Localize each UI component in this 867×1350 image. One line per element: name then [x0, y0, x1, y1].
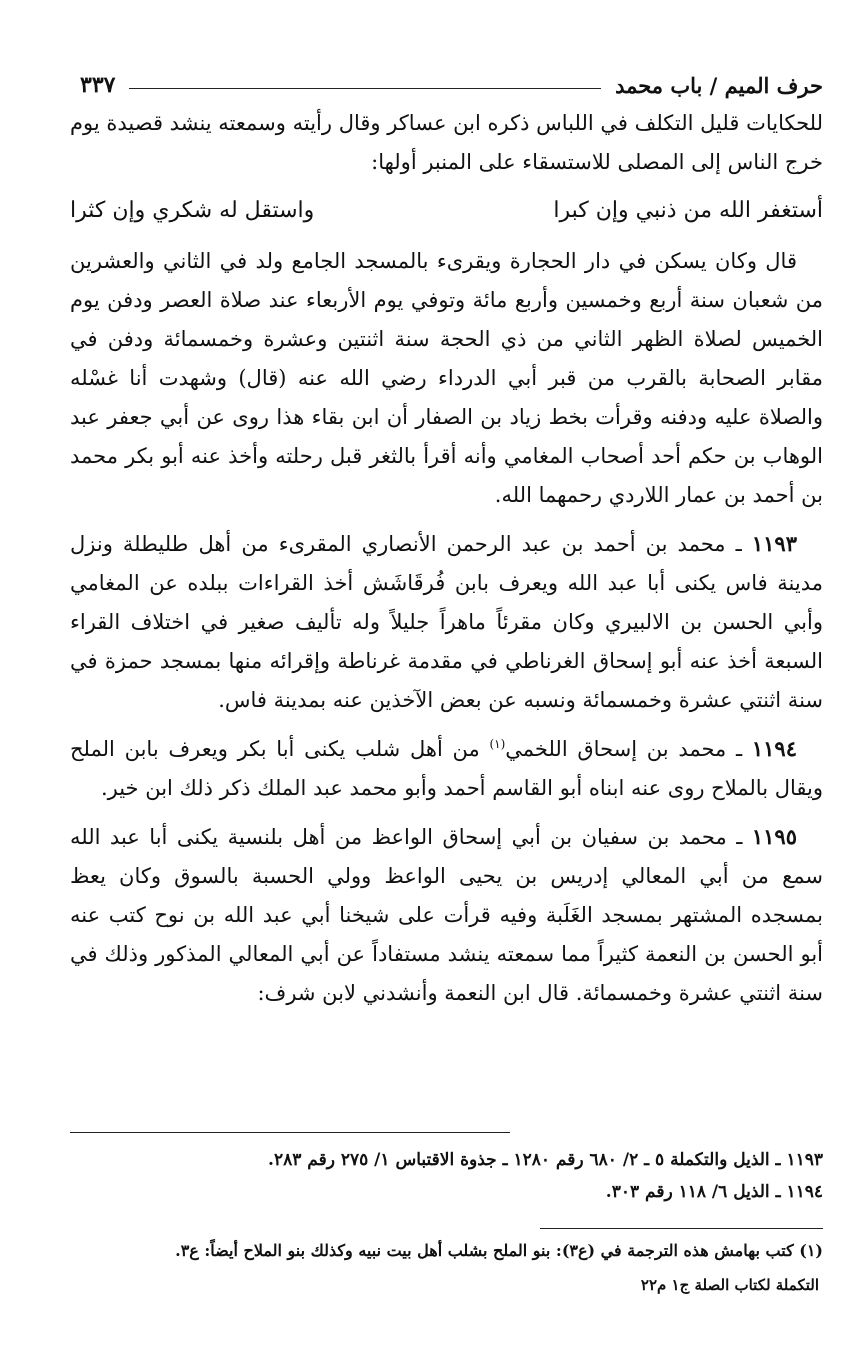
- footnote-divider: [540, 1228, 823, 1229]
- running-header: [80, 58, 823, 98]
- page-number: ٣٣٧: [80, 72, 116, 98]
- biography-entry-1194: [70, 729, 823, 808]
- reference-line: ١١٩٤ ـ الذيل ٦/ ١١٨ رقم ٣٠٣.: [605, 1182, 823, 1202]
- poem-verse: [70, 191, 823, 230]
- entry-number: ١١٩٤: [751, 736, 797, 761]
- references-divider: [70, 1132, 510, 1133]
- entry-text-continued: من أهل شلب يكنى أبا بكر ويعرف بابن الملح ويقال بالملاح روى عنه ابناه أبو القاسم أحمد وأبو محمد عبد الملك ذكر ذلك ابن خير.: [70, 737, 823, 800]
- paragraph-continuation: للحكايات قليل التكلف في اللباس ذكره ابن عساكر وقال رأيته وسمعته ينشد قصيدة يوم خرج الناس إلى المصلى للاستسقاء على المنبر أولها:: [70, 111, 823, 174]
- entry-text: ـ محمد بن سفيان بن أبي إسحاق الواعظ من أهل بلنسية يكنى أبا عبد الله سمع من أبي المعالي إدريس بن يحيى الواعظ وولي الحسبة بالسوق وكان يعظ بمسجده المشتهر بمسجد الغَلَبة وفيه قرأت على شيخنا أبي عبد الله بن نوح كتب عنه أبو الحسن بن النعمة كثيراً مما سمعته ينشد مستفاداً عن أبي المعالي المذكور وذلك في سنة اثنتي عشرة وخمسمائة. قال ابن النعمة وأنشدني لابن شرف:: [70, 825, 823, 1005]
- footnote: (١) كتب بهامش هذه الترجمة في (ع٣): بنو الملح بشلب أهل بيت نبيه وكذلك بنو الملاح أيضاً: ع٣.: [175, 1241, 823, 1260]
- entry-text: ـ محمد بن إسحاق اللخمي: [505, 737, 743, 761]
- biography-entry-1195: [70, 817, 823, 1013]
- reference-line: ١١٩٣ ـ الذيل والتكملة ٥ ـ ٢/ ٦٨٠ رقم ١٢٨٠ ـ جذوة الاقتباس ١/ ٢٧٥ رقم ٢٨٣.: [268, 1150, 823, 1170]
- biography-entry-1193: [70, 524, 823, 720]
- verse-first-hemistich: أستغفر الله من ذنبي وإن كبرا: [553, 198, 823, 223]
- references-block: [70, 1144, 823, 1208]
- entry-text: ـ محمد بن أحمد بن عبد الرحمن الأنصاري المقرىء من أهل طليطلة ونزل مدينة فاس يكنى أبا عبد الله ويعرف بابن فُرقَاشَش أخذ القراءات ببلده عن المغامي وأبي الحسن بن الالبيري وكان مقرئاً ماهراً جليلاً وله تأليف صغير في اختلاف القراء السبعة أخذ عنه أبو إسحاق الغرناطي في مقدمة غرناطة وإقرائه منها بمسجد حمزة في سنة اثنتي عشرة وخمسمائة ونسبه عن بعض الآخذين عنه بمدينة فاس.: [70, 532, 823, 712]
- printer-signature: التكملة لكتاب الصلة ج١ م٢٢: [640, 1276, 819, 1294]
- entry-number: ١١٩٣: [751, 531, 797, 556]
- verse-second-hemistich: واستقل له شكري وإن كثرا: [70, 198, 315, 223]
- main-text: [70, 104, 823, 1022]
- footnote-marker: (١): [489, 737, 506, 751]
- running-title: حرف الميم / باب محمد: [615, 73, 823, 98]
- header-rule: [129, 88, 601, 89]
- paragraph-narration: قال وكان يسكن في دار الحجارة ويقرىء بالمسجد الجامع ولد في الثاني والعشرين من شعبان سنة أربع وخمسين وأربع مائة وتوفي يوم الأربعاء عند صلاة العصر ودفن يوم الخميس لصلاة الظهر الثاني من ذي الحجة سنة اثنتين وعشرة وخمسمائة ودفن في مقابر الصحابة بالقرب من قبر أبي الدرداء رضي الله عنه (قال) وشهدت أنا غسْله والصلاة عليه ودفنه وقرأت بخط زياد بن الصفار أن ابن بقاء هذا روى عن أبي جعفر عبد الوهاب بن حكم أحد أصحاب المغامي وأنه أقرأ بالثغر قبل رحلته وأخذ عنه أبو بكر محمد بن أحمد بن عمار اللاردي رحمهما الله.: [70, 249, 823, 507]
- entry-number: ١١٩٥: [751, 824, 797, 849]
